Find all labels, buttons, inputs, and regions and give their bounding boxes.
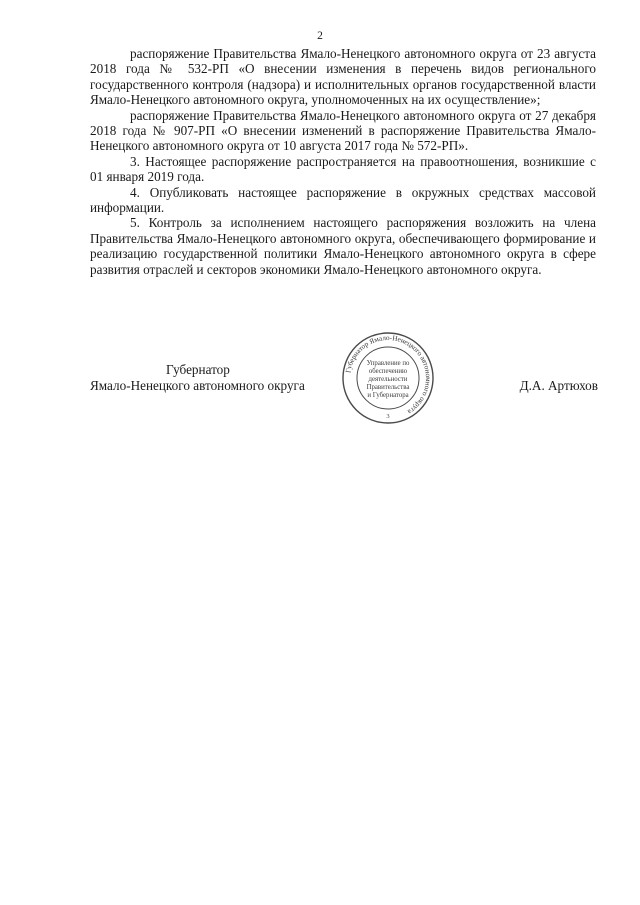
stamp-center-line-4: Правительства: [366, 384, 410, 391]
document-body: [90, 46, 596, 277]
paragraph-4: 4. Опубликовать настоящее распоряжение в окружных средствах массовой информации.: [90, 184, 596, 216]
signatory-name: Д.А. Артюхов: [519, 378, 598, 393]
stamp-ring-text: Губернатор Ямало-Ненецкого автономного округа: [344, 333, 433, 416]
official-stamp: [340, 330, 436, 426]
stamp-center-line-1: Управление по: [366, 360, 410, 367]
page-number: 2: [317, 30, 323, 42]
stamp-center-line-5: и Губернатора: [367, 392, 409, 399]
paragraph-3: 3. Настоящее распоряжение распространяется на правоотношения, возникшие с 01 января 2019 года.: [90, 153, 596, 185]
stamp-bottom-number: 3: [386, 413, 390, 420]
paragraph-2: распоряжение Правительства Ямало-Ненецкого автономного округа от 27 декабря 2018 года № 907-РП «О внесении изменений в распоряжение Правительства Ямало-Ненецкого автономного округа от 10 августа 2017 года № 572-РП».: [90, 107, 596, 154]
stamp-center-line-2: обеспечению: [368, 368, 408, 375]
signatory-title: Губернатор: [166, 362, 230, 377]
signatory-organization: Ямало-Ненецкого автономного округа: [90, 378, 305, 393]
stamp-center-line-3: деятельности: [368, 376, 408, 383]
paragraph-5: 5. Контроль за исполнением настоящего распоряжения возложить на члена Правительства Ямало-Ненецкого автономного округа, обеспечивающего формирование и реализацию государственной политики Ямало-Ненецкого автономного округа в сфере развития отраслей и секторов экономики Ямало-Ненецкого автономного округа.: [90, 215, 596, 277]
paragraph-1: распоряжение Правительства Ямало-Ненецкого автономного округа от 23 августа 2018 года № 532-РП «О внесении изменения в перечень видов регионального государственного контроля (надзора) и исполнительных органов государственной власти Ямало-Ненецкого автономного округа, уполномоченных на их осуществление»;: [90, 46, 596, 108]
stamp-seal-icon: [340, 330, 436, 426]
